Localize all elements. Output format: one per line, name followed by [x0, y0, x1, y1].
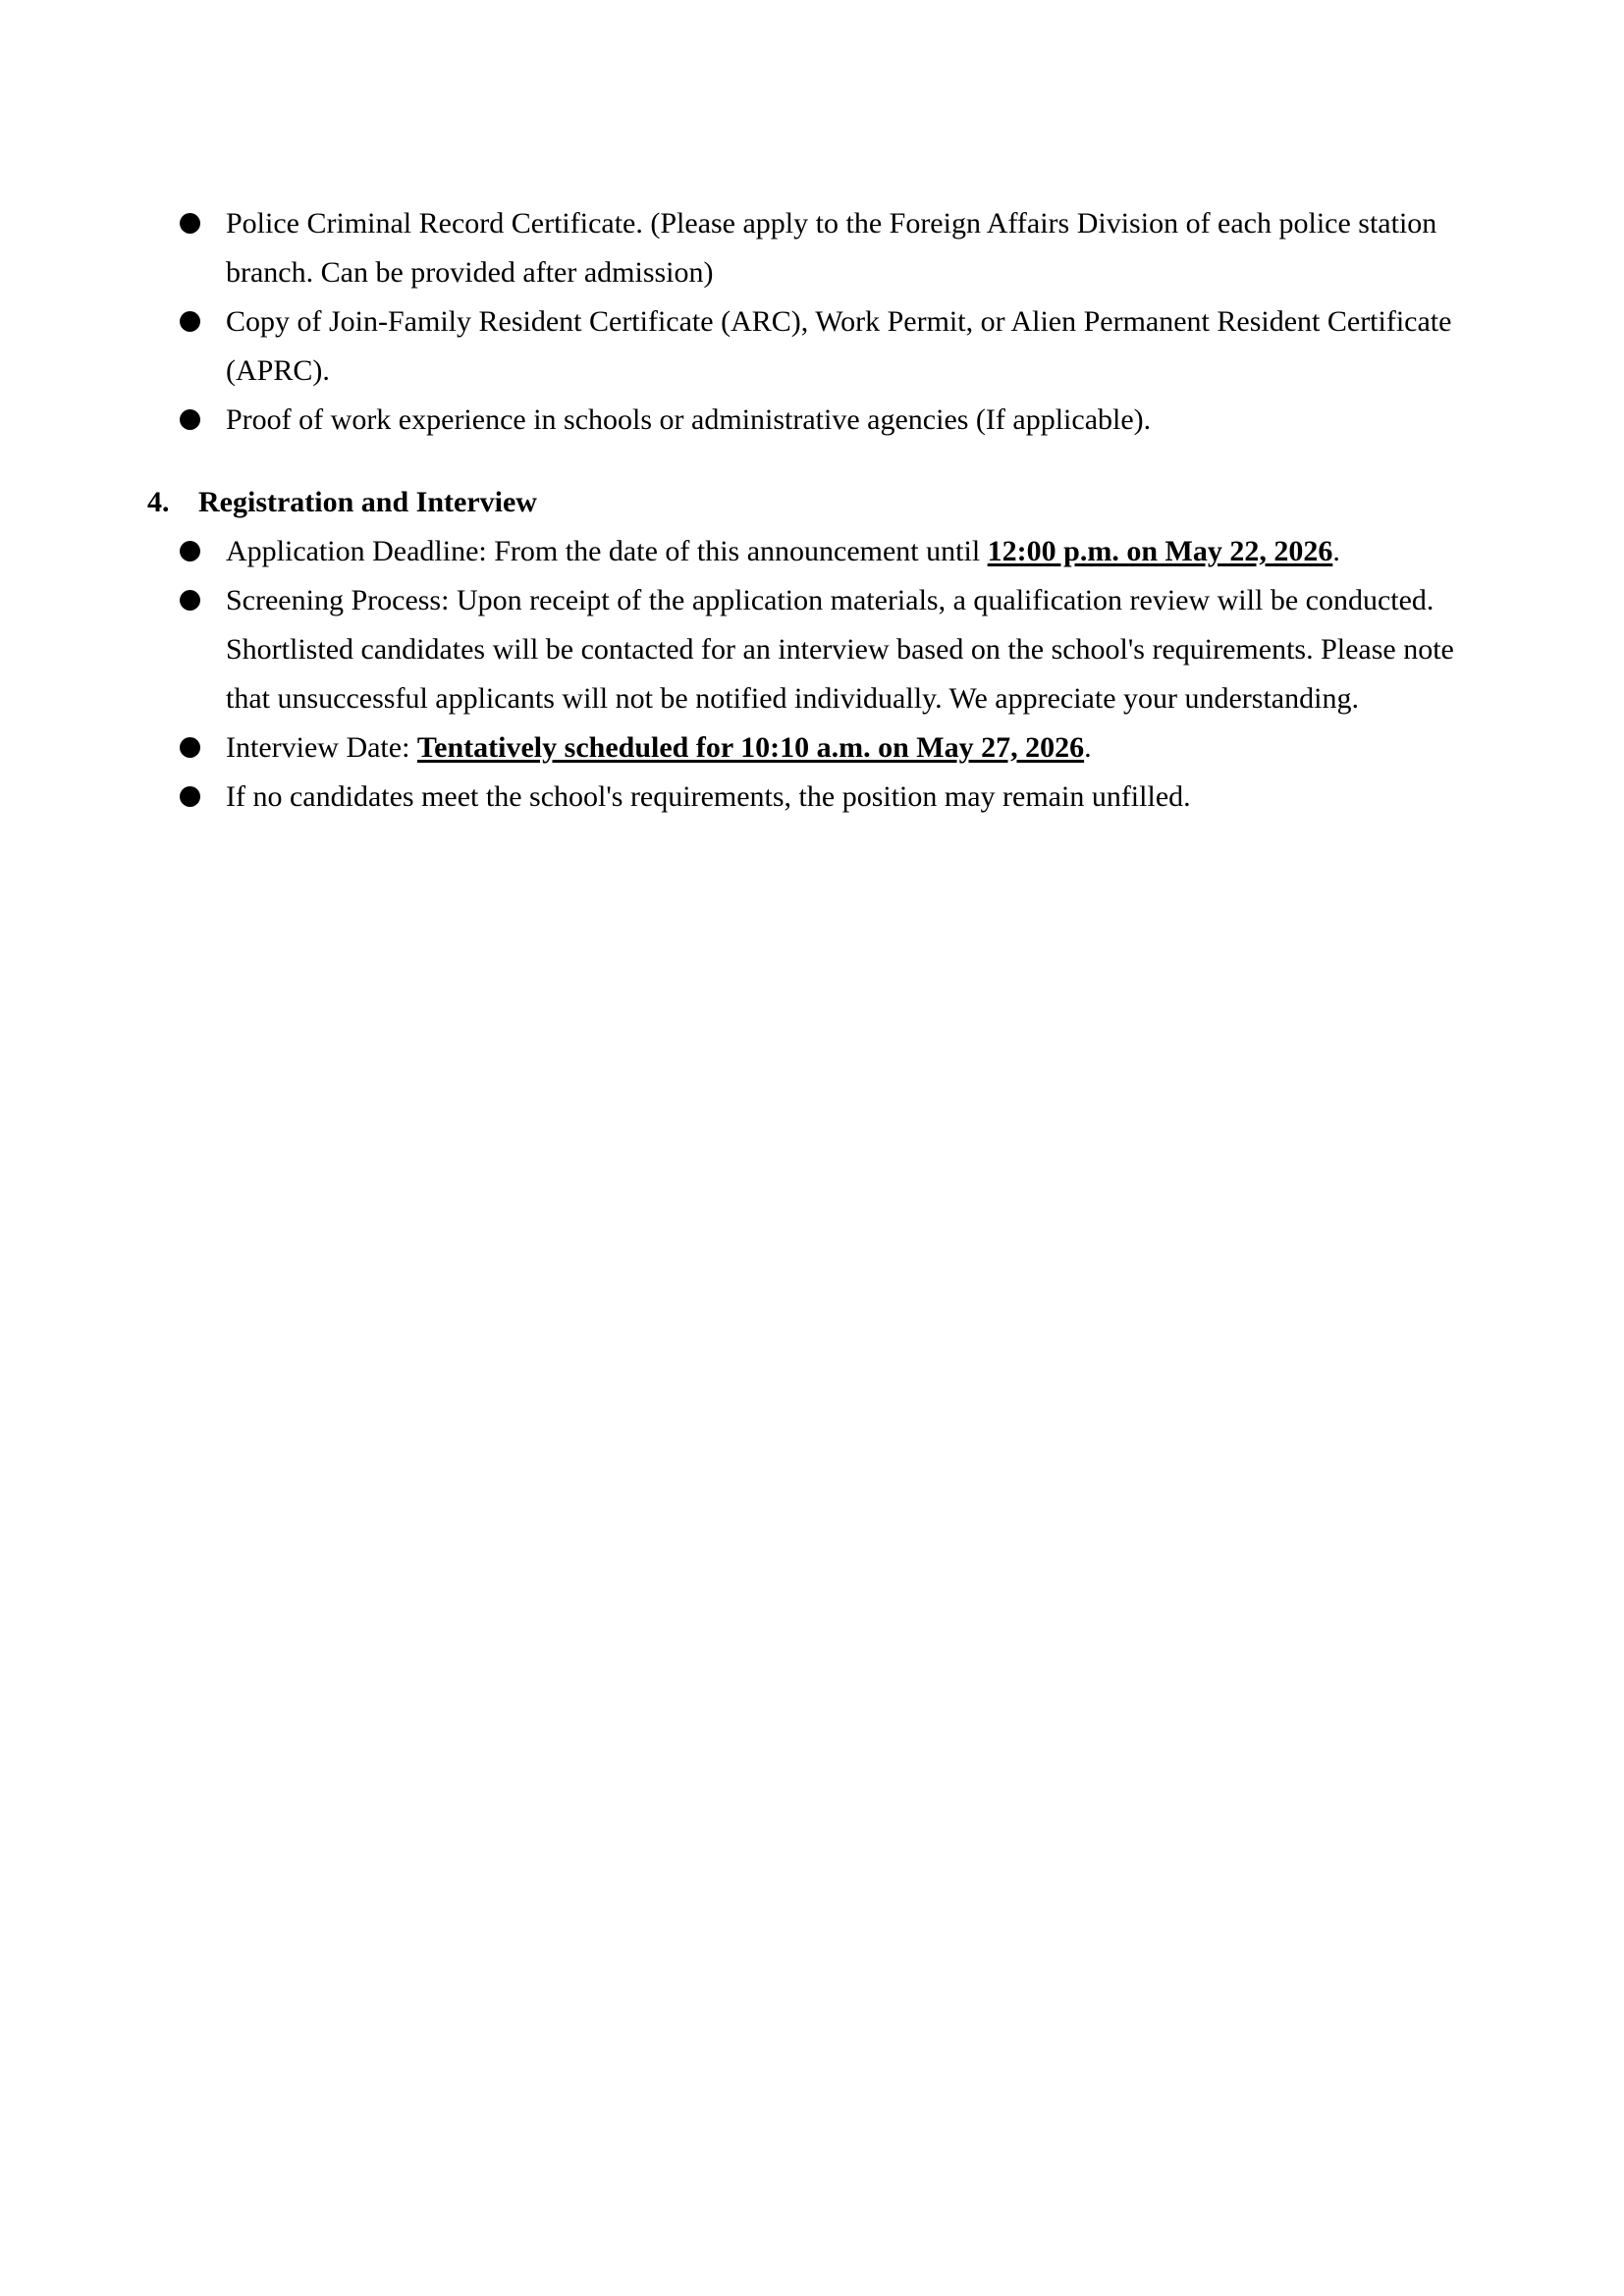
- deadline-suffix: .: [1332, 535, 1340, 567]
- list-item: [0, 199, 1624, 297]
- list-item-deadline: [0, 527, 1624, 576]
- section-heading: [147, 478, 537, 527]
- list-item-screening: [0, 576, 1624, 723]
- list-item-interview: [0, 723, 1624, 773]
- section-number: 4.: [147, 486, 170, 518]
- deadline-prefix: Application Deadline: From the date of this announcement until: [226, 535, 988, 567]
- list-item-text: Copy of Join-Family Resident Certificate (ARC), Work Permit, or Alien Permanent Resident Certificate (APRC).: [226, 305, 1452, 387]
- bullet-icon: [180, 590, 200, 611]
- deadline-date: 12:00 p.m. on May 22, 2026: [987, 535, 1333, 567]
- list-item: [0, 297, 1624, 396]
- list-item: [0, 396, 1624, 445]
- bullet-icon: [180, 786, 200, 807]
- bullet-icon: [180, 737, 200, 758]
- list-item-text: Proof of work experience in schools or administrative agencies (If applicable).: [226, 403, 1152, 436]
- bullet-icon: [180, 409, 200, 430]
- bullet-icon: [180, 213, 200, 234]
- interview-date: Tentatively scheduled for 10:10 a.m. on May 27, 2026: [416, 731, 1085, 764]
- requirements-list: [0, 199, 1624, 445]
- unfilled-text: If no candidates meet the school's requirements, the position may remain unfilled.: [226, 780, 1191, 813]
- section-title: Registration and Interview: [198, 486, 537, 518]
- bullet-icon: [180, 311, 200, 332]
- interview-suffix: .: [1084, 731, 1092, 764]
- list-item-unfilled: [0, 773, 1624, 822]
- interview-prefix: Interview Date:: [226, 731, 417, 764]
- bullet-icon: [180, 541, 200, 561]
- screening-text: Screening Process: Upon receipt of the application materials, a qualification review will be conducted. Shortlisted candidates will be contacted for an interview based on the school's requirements. Please note that unsuccessful applicants will not be notified individually. We appreciate your understanding.: [226, 584, 1454, 715]
- registration-list: [0, 527, 1624, 822]
- list-item-text: Police Criminal Record Certificate. (Please apply to the Foreign Affairs Division of each police station branch. Can be provided after admission): [226, 207, 1437, 289]
